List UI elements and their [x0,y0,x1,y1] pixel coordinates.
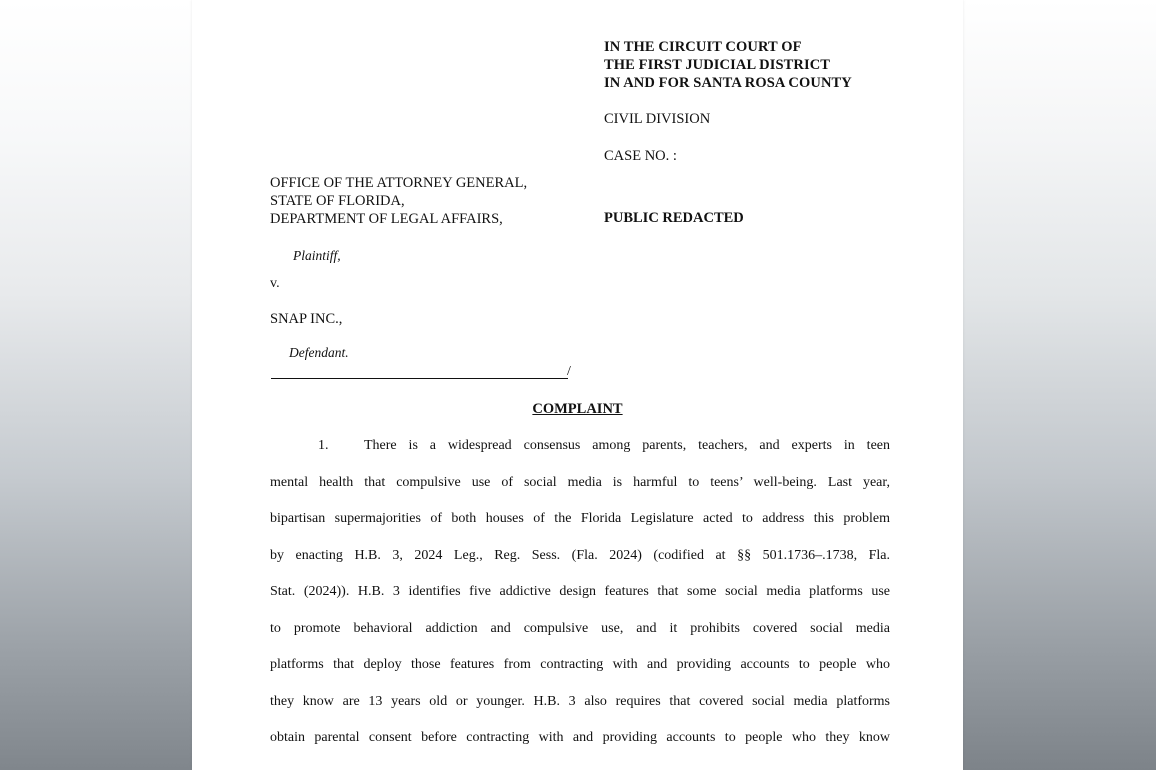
paragraph-line: platforms that deploy those features from contracting with and providing accounts to people who [270,657,890,672]
paragraph-number: 1. [318,438,329,453]
plaintiff-name [270,174,527,228]
plaintiff-name-line: OFFICE OF THE ATTORNEY GENERAL, [270,175,528,191]
civil-division-label: CIVIL DIVISION [604,111,711,127]
paragraph-line: bipartisan supermajorities of both houses of the Florida Legislature acted to address this problem [270,511,890,526]
paragraph-line: obtain parental consent before contracting with and providing accounts to people who they know [270,730,890,745]
paragraph-line [270,435,890,472]
plaintiff-role-label: Plaintiff, [293,248,341,263]
defendant-role-label: Defendant. [289,345,349,360]
redaction-notice: PUBLIC REDACTED [604,210,744,226]
paragraph-line: by enacting H.B. 3, 2024 Leg., Reg. Sess. (Fla. 2024) (codified at §§ 501.1736–.1738, Fla. [270,547,890,563]
court-heading-line: THE FIRST JUDICIAL DISTRICT [604,57,831,73]
background-right-panel [963,0,1156,770]
paragraph-line: mental health that compulsive use of social media is harmful to teens’ well-being. Last year, [270,474,890,490]
caption-divider-line [271,378,568,379]
paragraph-line: they know are 13 years old or younger. H.B. 3 also requires that covered social media platforms [270,693,890,709]
paragraph-line: to promote behavioral addiction and compulsive use, and it prohibits covered social media [270,620,890,636]
court-heading [604,38,852,92]
versus-label: v. [270,276,280,291]
court-heading-line: IN AND FOR SANTA ROSA COUNTY [604,75,852,91]
plaintiff-name-line: STATE OF FLORIDA, [270,193,405,209]
document-title: COMPLAINT [532,401,623,417]
court-heading-line: IN THE CIRCUIT COURT OF [604,39,802,55]
plaintiff-name-line: DEPARTMENT OF LEGAL AFFAIRS, [270,211,503,227]
document-page [192,0,963,770]
paragraph-line-text: There is a widespread consensus among parents, teachers, and experts in teen [364,438,890,453]
background-left-panel [0,0,192,770]
defendant-name: SNAP INC., [270,311,343,327]
case-number-label: CASE NO. : [604,148,677,164]
paragraph-1 [270,435,890,764]
caption-slash: / [567,364,571,379]
paragraph-line: Stat. (2024)). H.B. 3 identifies five addictive design features that some social media platforms use [270,584,890,599]
